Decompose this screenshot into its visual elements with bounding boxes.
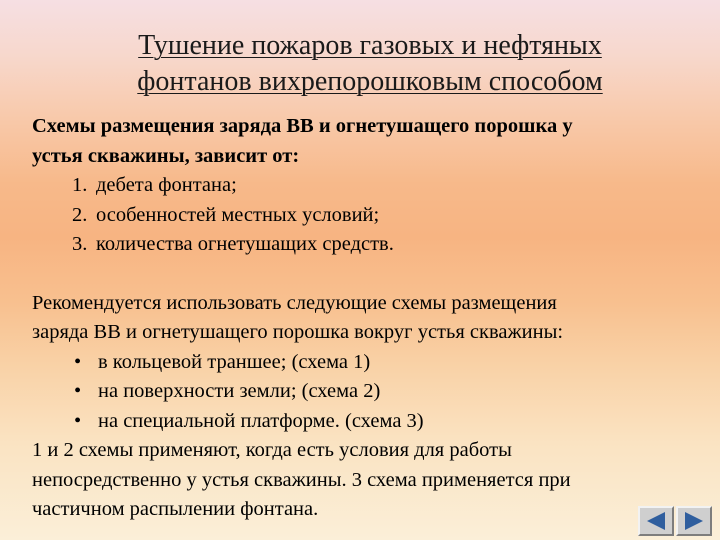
list-item	[32, 348, 704, 378]
list-item-text: в кольцевой траншее; (схема 1)	[98, 350, 371, 373]
list-item	[32, 201, 704, 231]
next-slide-button[interactable]	[676, 506, 712, 536]
title-line-1: Тушение пожаров газовых и нефтяных	[138, 30, 602, 61]
list-item	[32, 171, 704, 201]
lead-paragraph	[32, 112, 704, 171]
previous-slide-button[interactable]	[638, 506, 674, 536]
list-item-text: особенностей местных условий;	[96, 203, 380, 226]
lead-line-1: Схемы размещения заряда ВВ и огнетушащего порошка у	[32, 115, 573, 137]
recommend-paragraph	[32, 289, 704, 348]
slide-navigation	[638, 506, 712, 536]
bullet-icon: •	[74, 380, 82, 402]
triangle-left-icon	[645, 511, 667, 531]
lead-line-2: устья скважины, зависит от:	[32, 144, 300, 167]
title-line-2: фонтанов вихрепорошковым способом	[137, 66, 603, 97]
list-number: 2.	[72, 203, 88, 226]
bullet-icon: •	[74, 409, 82, 432]
triangle-right-icon	[683, 511, 705, 531]
list-number: 1.	[72, 174, 88, 196]
factors-list	[32, 171, 704, 260]
conclusion-line-1: 1 и 2 схемы применяют, когда есть условия для работы	[32, 439, 512, 461]
list-item	[32, 230, 704, 260]
spacer	[32, 260, 704, 289]
list-item-text: на специальной платформе. (схема 3)	[98, 409, 424, 432]
list-item-text: на поверхности земли; (схема 2)	[98, 380, 381, 402]
schemes-list	[32, 348, 704, 437]
list-item	[32, 377, 704, 407]
list-item-text: дебета фонтана;	[96, 174, 237, 196]
recommend-line-2: заряда ВВ и огнетушащего порошка вокруг устья скважины:	[32, 321, 564, 343]
list-item	[32, 407, 704, 437]
slide-title	[0, 28, 720, 100]
conclusion-line-2: непосредственно у устья скважины. 3 схема применяется при	[32, 468, 571, 491]
conclusion-paragraph	[32, 436, 704, 525]
list-item-text: количества огнетушащих средств.	[96, 233, 394, 255]
conclusion-line-3: частичном распылении фонтана.	[32, 498, 319, 520]
slide-body	[32, 112, 704, 525]
recommend-line-1: Рекомендуется использовать следующие схемы размещения	[32, 291, 557, 314]
bullet-icon: •	[74, 350, 82, 373]
list-number: 3.	[72, 233, 88, 255]
